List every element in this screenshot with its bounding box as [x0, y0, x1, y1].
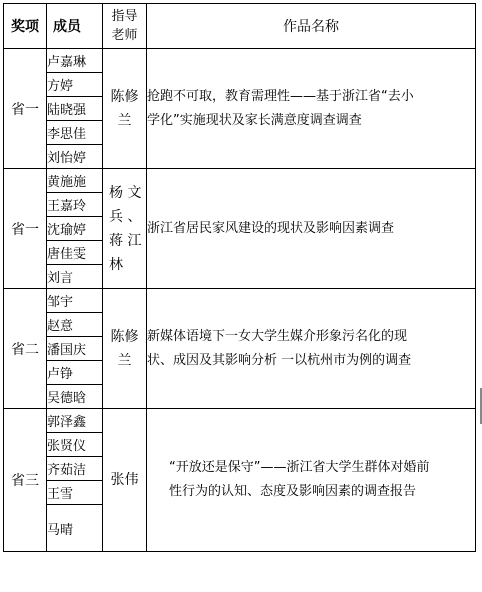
advisor-line: 杨 文: [109, 184, 142, 201]
title-line: 抢跑不可取，教育需理性——基于浙江省“去小: [147, 88, 414, 104]
member-cell: 卢嘉琳: [47, 49, 103, 73]
header-advisor-line2: 老师: [111, 28, 138, 43]
member-cell: 王雪: [47, 481, 103, 505]
member-cell: 黄施施: [47, 169, 103, 193]
member-cell: 陆晓强: [47, 97, 103, 121]
member-cell: 唐佳雯: [47, 241, 103, 265]
title-line: “开放还是保守”——浙江省大学生群体对婚前: [169, 460, 430, 475]
member-cell: 王嘉玲: [47, 193, 103, 217]
title-line: 新媒体语境下一女大学生媒介形象污名化的现: [147, 328, 408, 344]
header-award: 奖项: [4, 4, 47, 49]
member-cell: 刘怡婷: [47, 145, 103, 169]
advisor-line: 陈修: [110, 328, 139, 345]
title-cell: [147, 409, 476, 552]
awards-table: [3, 3, 476, 552]
table-row: [4, 409, 476, 433]
advisor-line: 兵 、: [109, 208, 142, 225]
member-cell: 刘言: [47, 265, 103, 289]
award-cell: 省三: [4, 409, 47, 552]
advisor-line: 林: [109, 256, 123, 273]
header-members: 成员: [47, 4, 103, 49]
member-cell: 郭泽鑫: [47, 409, 103, 433]
title-line: 浙江省居民家风建设的现状及影响因素调查: [147, 220, 395, 236]
header-advisor-line1: 指导: [111, 9, 138, 24]
header-row: [4, 4, 476, 49]
title-cell: [147, 289, 476, 409]
title-cell: [147, 49, 476, 169]
member-cell: 赵意: [47, 313, 103, 337]
advisor-line: 兰: [117, 352, 132, 369]
member-cell: 马晴: [47, 505, 103, 552]
advisor-line: 蒋 江: [109, 232, 142, 249]
advisor-cell: [103, 409, 147, 552]
title-line: 性行为的认知、态度及影响因素的调查报告: [169, 484, 417, 499]
header-advisor: [103, 4, 147, 49]
title-line: 状、成因及其影响分析 一以杭州市为例的调查: [147, 352, 412, 368]
member-cell: 潘国庆: [47, 337, 103, 361]
award-cell: 省一: [4, 49, 47, 169]
member-cell: 邹宇: [47, 289, 103, 313]
member-cell: 齐茹洁: [47, 457, 103, 481]
header-title: 作品名称: [147, 4, 476, 49]
member-cell: 方婷: [47, 73, 103, 97]
advisor-line: 陈修: [110, 88, 139, 105]
table-row: [4, 169, 476, 193]
member-cell: 沈瑜婷: [47, 217, 103, 241]
title-line: 学化”实施现状及家长满意度调查调查: [147, 112, 362, 128]
table-row: [4, 49, 476, 73]
member-cell: 吴德晗: [47, 385, 103, 409]
advisor-cell: [103, 289, 147, 409]
member-cell: 李思佳: [47, 121, 103, 145]
member-cell: 张贤仪: [47, 433, 103, 457]
advisor-cell: [103, 49, 147, 169]
title-cell: [147, 169, 476, 289]
member-cell: 卢铮: [47, 361, 103, 385]
advisor-cell: [103, 169, 147, 289]
table-row: [4, 289, 476, 313]
advisor-line: 兰: [117, 112, 132, 129]
advisor-line: 张伟: [110, 472, 139, 488]
award-cell: 省一: [4, 169, 47, 289]
award-cell: 省二: [4, 289, 47, 409]
